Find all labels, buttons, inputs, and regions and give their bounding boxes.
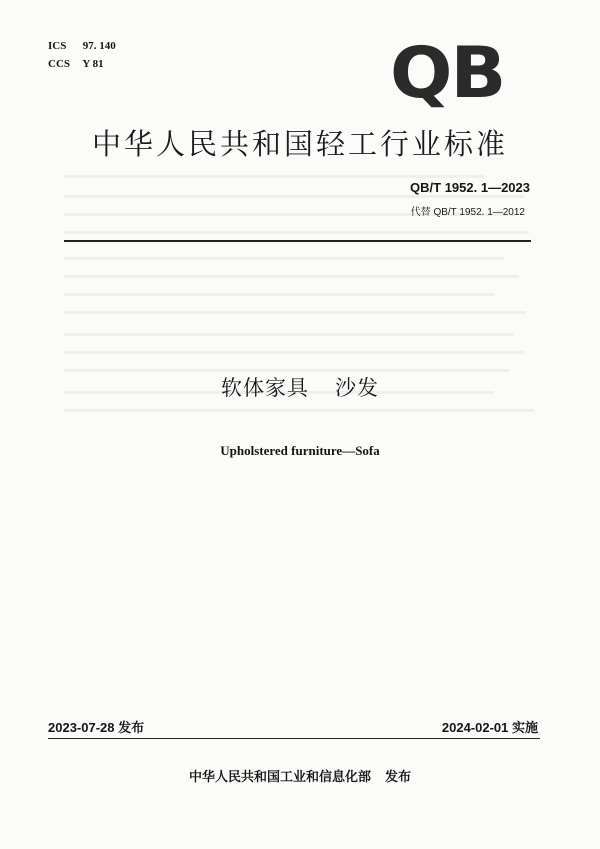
replaces-label: 代替 xyxy=(410,207,431,218)
title-cn-part1: 软体家具 xyxy=(221,376,309,400)
replaces-number: QB/T 1952. 1—2012 xyxy=(433,207,525,218)
standard-number: QB/T 1952. 1—2023 xyxy=(410,180,530,195)
footer-divider xyxy=(48,738,540,739)
replaces-line xyxy=(411,203,525,218)
header-divider xyxy=(64,240,531,242)
ics-value: 97. 140 xyxy=(82,40,116,52)
ics-code xyxy=(48,37,116,55)
ccs-value: Y 81 xyxy=(82,58,104,70)
classification-codes xyxy=(48,37,116,73)
qb-logo: QB xyxy=(390,32,505,114)
ccs-code xyxy=(48,55,116,73)
effective-date: 2024-02-01 实施 xyxy=(441,720,538,735)
standard-category-title: 中华人民共和国轻工行业标准 xyxy=(91,127,508,161)
document-title-en: Upholstered furniture—Sofa xyxy=(220,443,380,458)
ics-label: ICS xyxy=(48,40,67,52)
title-cn-part2: 沙发 xyxy=(335,376,379,400)
ccs-label: CCS xyxy=(48,58,71,70)
issuer-name: 中华人民共和国工业和信息化部 xyxy=(188,770,371,785)
document-title-cn xyxy=(0,372,600,402)
issuing-authority xyxy=(0,766,600,785)
publish-date: 2023-07-28 发布 xyxy=(48,720,145,735)
issuer-action: 发布 xyxy=(385,770,412,785)
